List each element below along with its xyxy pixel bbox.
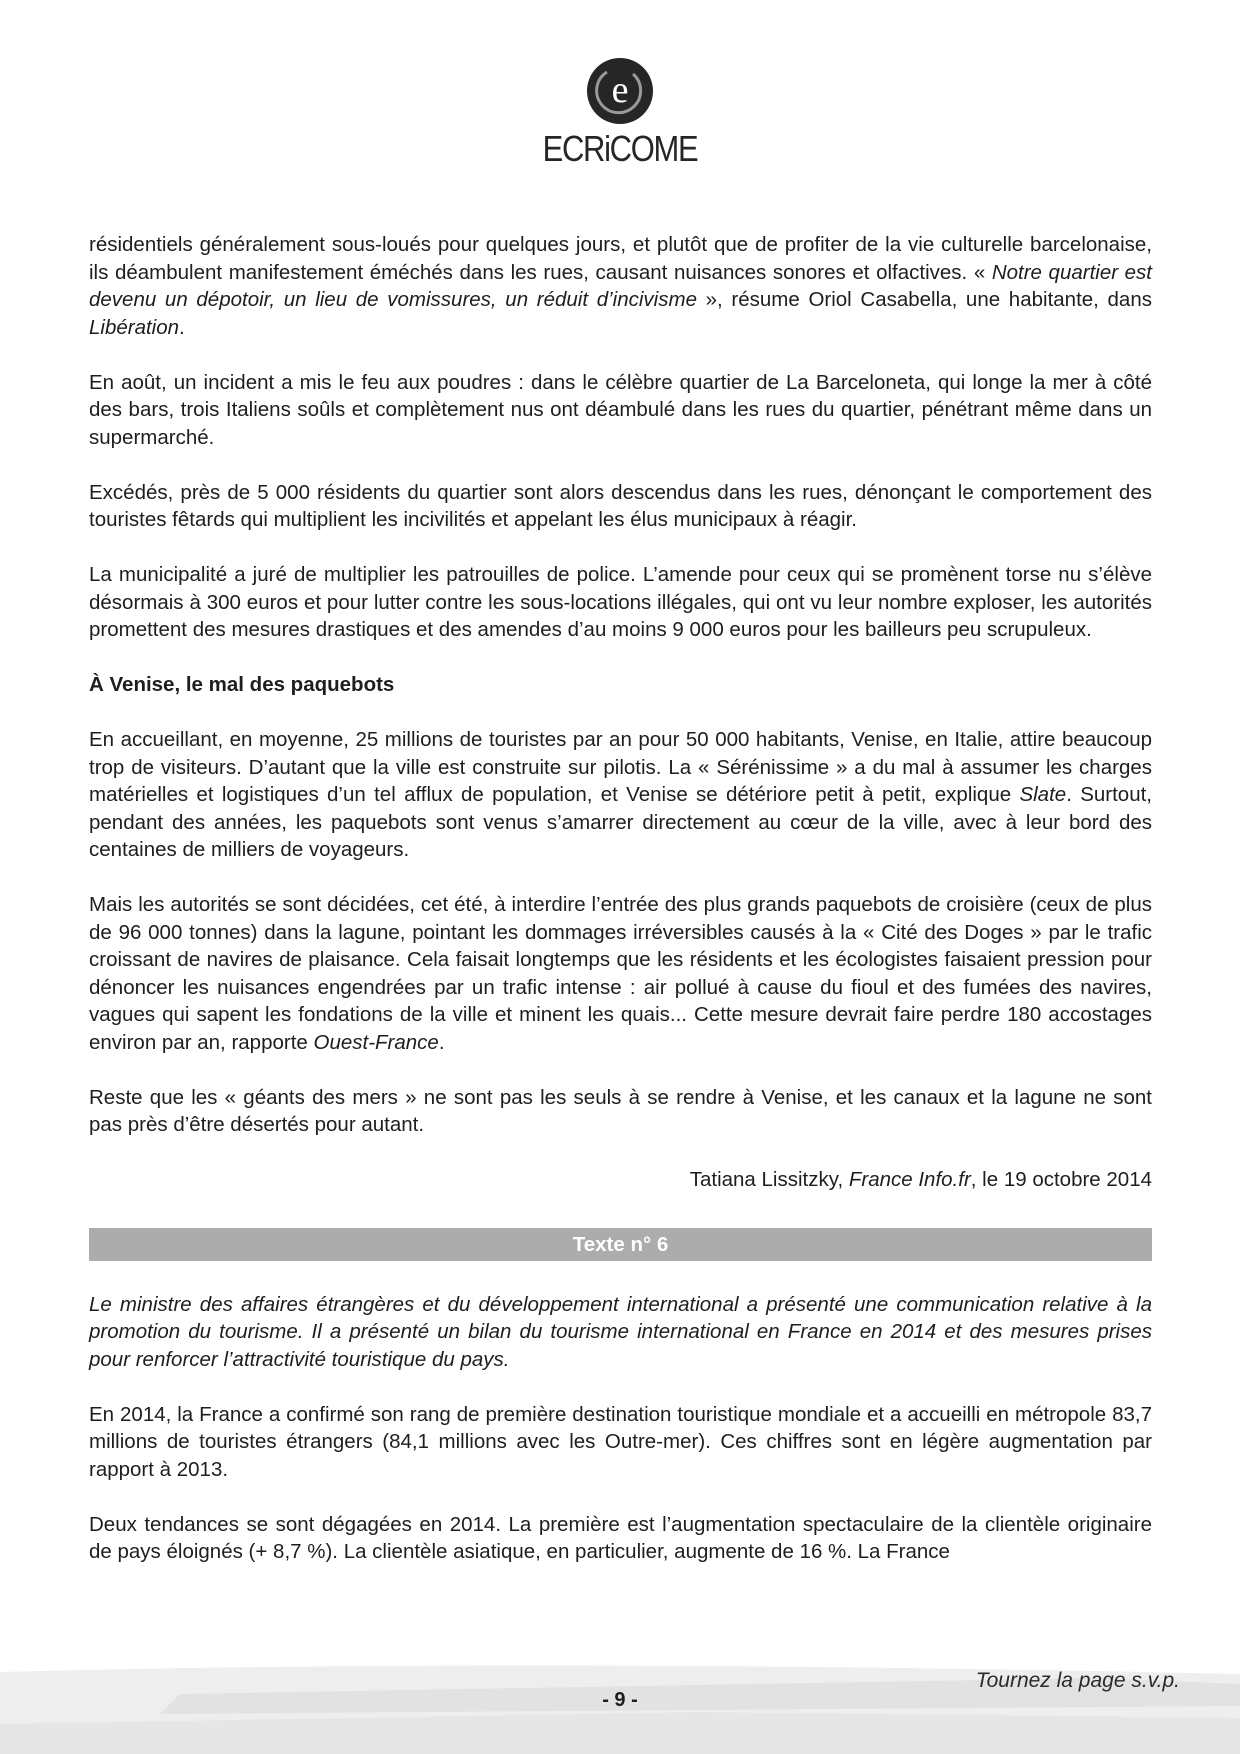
logo-wordmark: ECRiCOME [542, 128, 698, 169]
ecricome-logo-icon [587, 58, 653, 124]
paragraph: La municipalité a juré de multiplier les patrouilles de police. L’amende pour ceux qui se promènent torse nu s’élève désormais à 300 euros et pour lutter contre les sous-locations illégales, qui ont vu leur nombre exploser, les autorités promettent des mesures drastiques et des amendes d’au moins 9 000 euros pour les bailleurs peu scrupuleux. [89, 563, 1152, 641]
attribution: Tatiana Lissitzky, France Info.fr, le 19 octobre 2014 [689, 1168, 1152, 1191]
turn-page-note: Tournez la page s.v.p. [975, 1669, 1180, 1692]
source-name: Slate [1019, 783, 1067, 806]
ecricome-logo [0, 58, 1240, 170]
source-name: Ouest-France [313, 1030, 439, 1054]
text-number-banner: Texte n° 6 [89, 1228, 1152, 1261]
paragraph: Mais les autorités se sont décidées, cet été, à interdire l’entrée des plus grands paquebots de croisière (ceux de plus de 96 000 tonnes) dans la lagune, pointant les dommages irréversibles causés à la « Cité des Doges » par le trafic croissant de navires de plaisance. Cela faisait longtemps que les résidents et les écologistes faisaient pression pour dénoncer les nuisances engendrées par un trafic intense : air pollué à cause du fioul et des fumées des navires, vagues qui sapent les fondations de la ville et minent les quais... Cette mesure devrait faire perdre 180 accostages environ par an, rapporte Ouest-France. [89, 893, 1152, 1054]
paragraph: résidentiels généralement sous-loués pour quelques jours, et plutôt que de profiter de la vie culturelle barcelonaise, ils déambulent manifestement éméchés dans les rues, causant nuisances sonores et olfactives. « Notre quartier est devenu un dépotoir, un lieu de vomissures, un réduit d’incivisme », résume Oriol Casabella, une habitante, dans Libération. [89, 233, 1153, 339]
paragraph: En accueillant, en moyenne, 25 millions de touristes par an pour 50 000 habitants, Venise, en Italie, attire beaucoup trop de visiteurs. D’autant que la ville est construite sur pilotis. La « Sérénissime » a du mal à assumer les charges matérielles et logistiques d’un tel afflux de population, et Venise se détériore petit à petit, explique Slate. Surtout, pendant des années, les paquebots sont venus s’amarrer directement au cœur de la ville, avec à leur bord des centaines de milliers de voyageurs. [89, 728, 1152, 861]
paragraph: Deux tendances se sont dégagées en 2014. La première est l’augmentation spectaculaire de la clientèle originaire de pays éloignés (+ 8,7 %). La clientèle asiatique, en particulier, augmente de 16 %. La France [89, 1512, 1152, 1563]
paragraph: En août, un incident a mis le feu aux poudres : dans le célèbre quartier de La Barceloneta, qui longe la mer à côté des bars, trois Italiens soûls et complètement nus ont déambulé dans les rues du quartier, pénétrant même dans un supermarché. [89, 370, 1152, 449]
paragraph: En 2014, la France a confirmé son rang de première destination touristique mondiale et a accueilli en métropole 83,7 millions de touristes étrangers (84,1 millions avec les Outre-mer). Ces chiffres sont en légère augmentation par rapport à 2013. [89, 1402, 1152, 1481]
document-body [89, 231, 1152, 1593]
source-name: Libération [89, 315, 180, 339]
page-number: - 9 - [602, 1689, 638, 1711]
logo-mark: e [611, 69, 629, 111]
section-heading: À Venise, le mal des paquebots [89, 673, 395, 696]
paragraph: Reste que les « géants des mers » ne sont pas les seuls à se rendre à Venise, et les canaux et la lagune ne sont pas près d’être désertés pour autant. [89, 1085, 1152, 1136]
intro-paragraph: Le ministre des affaires étrangères et du développement international a présenté une communication relative à la promotion du tourisme. Il a présenté un bilan du tourisme international en France en 2014 et des mesures prises pour renforcer l’attractivité touristique du pays. [89, 1292, 1152, 1371]
paragraph: Excédés, près de 5 000 résidents du quartier sont alors descendus dans les rues, dénonçant le comportement des touristes fêtards qui multiplient les incivilités et appelant les élus municipaux à réagir. [89, 480, 1152, 531]
quote: Notre quartier est devenu un dépotoir, un lieu de vomissures, un réduit d’incivisme [89, 260, 1153, 311]
